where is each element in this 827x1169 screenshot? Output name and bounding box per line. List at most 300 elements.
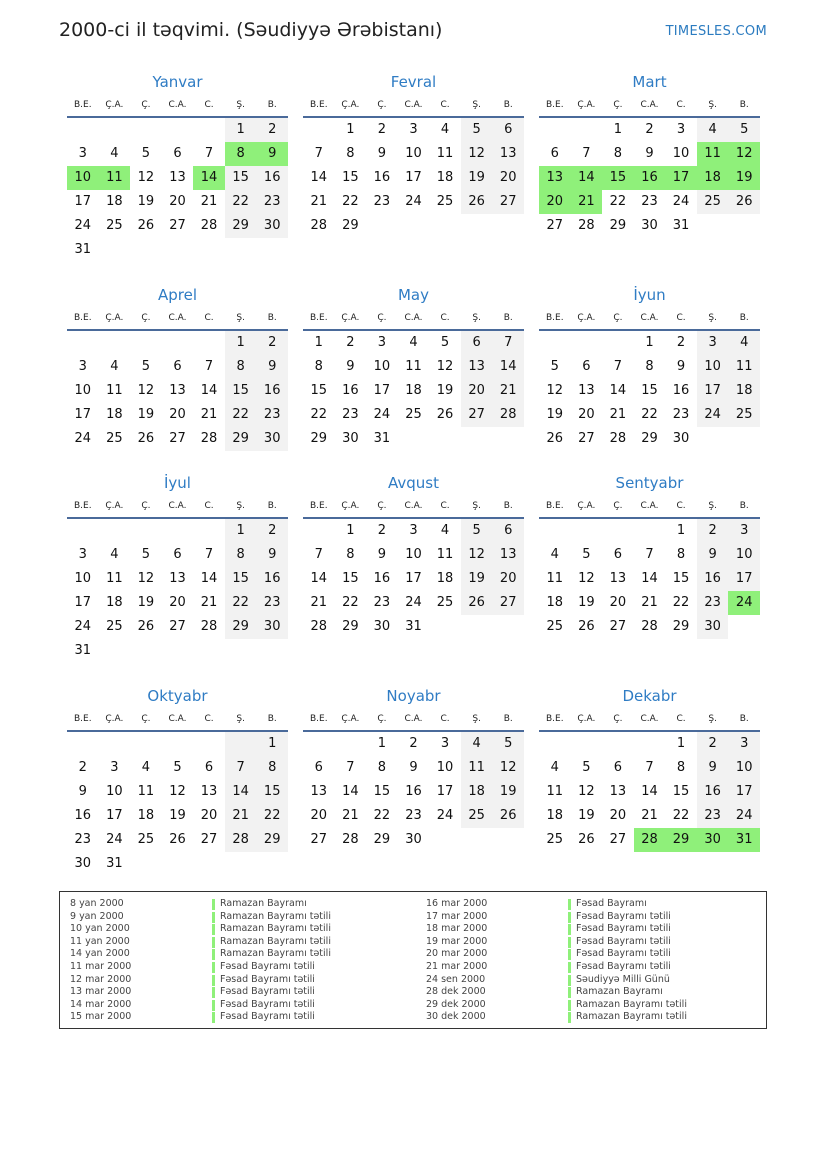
day-cell[interactable]: 2	[697, 519, 729, 543]
day-cell[interactable]: 6	[173, 146, 182, 161]
day-cell[interactable]: 26	[169, 832, 186, 847]
day-cell[interactable]: 4	[550, 547, 559, 562]
day-cell[interactable]: 23	[373, 194, 391, 209]
day-cell[interactable]: 7	[645, 760, 654, 775]
day-cell[interactable]: 16	[256, 166, 288, 190]
day-cell[interactable]: 28	[200, 218, 218, 233]
day-cell[interactable]: 16	[373, 170, 391, 185]
day-cell[interactable]: 26	[137, 218, 155, 233]
day-cell[interactable]: 13	[492, 142, 524, 166]
day-cell[interactable]: 16	[697, 567, 729, 591]
day-cell[interactable]: 3	[728, 732, 760, 756]
day-cell[interactable]: 23	[373, 595, 391, 610]
day-cell[interactable]: 27	[169, 619, 186, 634]
day-cell[interactable]: 15	[225, 379, 257, 403]
day-cell[interactable]: 6	[613, 760, 623, 775]
day-cell[interactable]: 27	[461, 403, 493, 427]
day-cell[interactable]: 12	[137, 383, 155, 398]
day-cell[interactable]: 25	[728, 403, 760, 427]
day-cell[interactable]: 22	[225, 190, 257, 214]
day-cell[interactable]: 14	[200, 383, 218, 398]
day-cell[interactable]: 19	[137, 194, 155, 209]
day-cell[interactable]: 14	[225, 780, 257, 804]
day-cell[interactable]: 18	[436, 571, 454, 586]
day-cell[interactable]: 15	[310, 383, 328, 398]
day-cell[interactable]: 10	[728, 543, 760, 567]
day-cell[interactable]: 17	[697, 379, 729, 403]
day-cell[interactable]: 21	[200, 194, 218, 209]
day-cell[interactable]: 25	[106, 431, 123, 446]
day-cell[interactable]: 19	[461, 567, 493, 591]
day-cell[interactable]: 30	[697, 828, 729, 852]
day-cell[interactable]: 26	[578, 832, 595, 847]
day-cell[interactable]: 3	[409, 523, 418, 538]
day-cell[interactable]: 7	[204, 547, 214, 562]
day-cell[interactable]: 23	[256, 591, 288, 615]
day-cell[interactable]: 31	[74, 242, 92, 257]
day-cell[interactable]: 28	[492, 403, 524, 427]
day-cell[interactable]: 24	[405, 595, 422, 610]
day-cell[interactable]: 28	[310, 619, 328, 634]
day-cell[interactable]: 11	[405, 359, 422, 374]
day-cell[interactable]: 6	[204, 760, 214, 775]
day-cell[interactable]: 22	[342, 194, 359, 209]
day-cell[interactable]: 8	[346, 547, 355, 562]
day-cell[interactable]: 11	[137, 784, 155, 799]
day-cell[interactable]: 14	[310, 571, 328, 586]
day-cell[interactable]: 9	[256, 142, 288, 166]
day-cell[interactable]: 23	[697, 591, 729, 615]
day-cell[interactable]: 28	[342, 832, 359, 847]
day-cell[interactable]: 20	[169, 194, 186, 209]
day-cell[interactable]: 16	[405, 784, 422, 799]
day-cell[interactable]: 14	[193, 166, 225, 190]
day-cell[interactable]: 6	[173, 359, 182, 374]
day-cell[interactable]: 22	[225, 591, 257, 615]
day-cell[interactable]: 9	[256, 543, 288, 567]
day-cell[interactable]: 26	[461, 190, 493, 214]
day-cell[interactable]: 21	[225, 804, 257, 828]
day-cell[interactable]: 22	[672, 808, 690, 823]
day-cell[interactable]: 1	[225, 118, 257, 142]
day-cell[interactable]: 20	[169, 407, 186, 422]
day-cell[interactable]: 1	[225, 519, 257, 543]
day-cell[interactable]: 11	[99, 166, 131, 190]
day-cell[interactable]: 9	[256, 355, 288, 379]
day-cell[interactable]: 19	[137, 595, 155, 610]
day-cell[interactable]: 10	[405, 547, 422, 562]
day-cell[interactable]: 16	[697, 780, 729, 804]
day-cell[interactable]: 28	[578, 218, 595, 233]
day-cell[interactable]: 20	[609, 595, 627, 610]
day-cell[interactable]: 29	[665, 828, 697, 852]
day-cell[interactable]: 31	[373, 431, 391, 446]
day-cell[interactable]: 6	[314, 760, 323, 775]
day-cell[interactable]: 14	[492, 355, 524, 379]
day-cell[interactable]: 2	[256, 519, 288, 543]
day-cell[interactable]: 21	[310, 595, 328, 610]
day-cell[interactable]: 24	[697, 403, 729, 427]
day-cell[interactable]: 28	[200, 619, 218, 634]
day-cell[interactable]: 26	[728, 190, 760, 214]
day-cell[interactable]: 19	[578, 808, 595, 823]
day-cell[interactable]: 4	[440, 122, 450, 137]
day-cell[interactable]: 18	[106, 194, 123, 209]
day-cell[interactable]: 17	[74, 595, 92, 610]
day-cell[interactable]: 4	[461, 732, 493, 756]
day-cell[interactable]: 28	[225, 828, 257, 852]
day-cell[interactable]: 12	[137, 571, 155, 586]
day-cell[interactable]: 18	[697, 166, 729, 190]
day-cell[interactable]: 2	[409, 736, 418, 751]
day-cell[interactable]: 24	[436, 808, 454, 823]
day-cell[interactable]: 10	[373, 359, 391, 374]
day-cell[interactable]: 12	[492, 756, 524, 780]
day-cell[interactable]: 7	[314, 547, 323, 562]
day-cell[interactable]: 23	[342, 407, 359, 422]
day-cell[interactable]: 15	[672, 784, 690, 799]
day-cell[interactable]: 10	[697, 355, 729, 379]
day-cell[interactable]: 30	[342, 431, 359, 446]
day-cell[interactable]: 24	[74, 218, 92, 233]
day-cell[interactable]: 9	[78, 784, 87, 799]
day-cell[interactable]: 10	[106, 784, 123, 799]
day-cell[interactable]: 7	[645, 547, 654, 562]
day-cell[interactable]: 17	[728, 567, 760, 591]
day-cell[interactable]: 29	[641, 431, 658, 446]
day-cell[interactable]: 5	[492, 732, 524, 756]
day-cell[interactable]: 27	[578, 431, 595, 446]
day-cell[interactable]: 10	[74, 571, 92, 586]
day-cell[interactable]: 24	[405, 194, 422, 209]
day-cell[interactable]: 7	[492, 331, 524, 355]
day-cell[interactable]: 30	[256, 615, 288, 639]
day-cell[interactable]: 29	[256, 828, 288, 852]
day-cell[interactable]: 21	[492, 379, 524, 403]
day-cell[interactable]: 7	[314, 146, 323, 161]
day-cell[interactable]: 7	[225, 756, 257, 780]
day-cell[interactable]: 20	[578, 407, 595, 422]
day-cell[interactable]: 27	[492, 190, 524, 214]
day-cell[interactable]: 8	[225, 355, 257, 379]
day-cell[interactable]: 17	[106, 808, 123, 823]
day-cell[interactable]: 2	[78, 760, 87, 775]
day-cell[interactable]: 9	[645, 146, 654, 161]
brand-link[interactable]: TIMESLES.COM	[665, 24, 767, 39]
day-cell[interactable]: 9	[377, 547, 387, 562]
day-cell[interactable]: 15	[672, 571, 690, 586]
day-cell[interactable]: 1	[377, 736, 387, 751]
day-cell[interactable]: 24	[373, 407, 391, 422]
day-cell[interactable]: 20	[200, 808, 218, 823]
day-cell[interactable]: 3	[697, 331, 729, 355]
day-cell[interactable]: 5	[461, 519, 493, 543]
day-cell[interactable]: 5	[461, 118, 493, 142]
day-cell[interactable]: 13	[169, 383, 186, 398]
day-cell[interactable]: 10	[67, 166, 99, 190]
day-cell[interactable]: 23	[405, 808, 422, 823]
day-cell[interactable]: 12	[461, 142, 493, 166]
day-cell[interactable]: 28	[310, 218, 328, 233]
day-cell[interactable]: 29	[672, 619, 690, 634]
day-cell[interactable]: 7	[204, 146, 214, 161]
day-cell[interactable]: 4	[141, 760, 151, 775]
day-cell[interactable]: 13	[169, 571, 186, 586]
day-cell[interactable]: 9	[346, 359, 355, 374]
day-cell[interactable]: 6	[582, 359, 591, 374]
day-cell[interactable]: 9	[697, 756, 729, 780]
day-cell[interactable]: 22	[342, 595, 359, 610]
day-cell[interactable]: 30	[672, 431, 690, 446]
day-cell[interactable]: 26	[137, 619, 155, 634]
day-cell[interactable]: 11	[461, 756, 493, 780]
day-cell[interactable]: 17	[74, 407, 92, 422]
day-cell[interactable]: 6	[550, 146, 559, 161]
day-cell[interactable]: 19	[137, 407, 155, 422]
day-cell[interactable]: 31	[405, 619, 422, 634]
day-cell[interactable]: 1	[613, 122, 623, 137]
day-cell[interactable]: 7	[204, 359, 214, 374]
day-cell[interactable]: 8	[676, 760, 686, 775]
day-cell[interactable]: 16	[256, 379, 288, 403]
day-cell[interactable]: 11	[697, 142, 729, 166]
day-cell[interactable]: 22	[225, 403, 257, 427]
day-cell[interactable]: 12	[169, 784, 186, 799]
day-cell[interactable]: 25	[106, 619, 123, 634]
day-cell[interactable]: 29	[342, 619, 359, 634]
day-cell[interactable]: 4	[728, 331, 760, 355]
day-cell[interactable]: 13	[310, 784, 328, 799]
day-cell[interactable]: 8	[256, 756, 288, 780]
day-cell[interactable]: 21	[310, 194, 328, 209]
day-cell[interactable]: 20	[492, 166, 524, 190]
day-cell[interactable]: 30	[256, 427, 288, 451]
day-cell[interactable]: 5	[141, 547, 151, 562]
day-cell[interactable]: 15	[373, 784, 391, 799]
day-cell[interactable]: 29	[225, 615, 257, 639]
day-cell[interactable]: 14	[571, 166, 603, 190]
day-cell[interactable]: 16	[256, 567, 288, 591]
day-cell[interactable]: 27	[609, 832, 627, 847]
day-cell[interactable]: 21	[342, 808, 359, 823]
day-cell[interactable]: 8	[377, 760, 387, 775]
day-cell[interactable]: 19	[546, 407, 564, 422]
day-cell[interactable]: 20	[609, 808, 627, 823]
day-cell[interactable]: 20	[539, 190, 571, 214]
day-cell[interactable]: 31	[74, 643, 92, 658]
day-cell[interactable]: 6	[613, 547, 623, 562]
day-cell[interactable]: 10	[728, 756, 760, 780]
day-cell[interactable]: 4	[110, 547, 119, 562]
day-cell[interactable]: 9	[676, 359, 686, 374]
day-cell[interactable]: 12	[578, 571, 595, 586]
day-cell[interactable]: 17	[405, 571, 422, 586]
day-cell[interactable]: 20	[310, 808, 328, 823]
day-cell[interactable]: 14	[200, 571, 218, 586]
day-cell[interactable]: 18	[436, 170, 454, 185]
day-cell[interactable]: 2	[346, 335, 355, 350]
day-cell[interactable]: 10	[405, 146, 422, 161]
day-cell[interactable]: 11	[436, 547, 454, 562]
day-cell[interactable]: 15	[641, 383, 658, 398]
day-cell[interactable]: 26	[461, 591, 493, 615]
day-cell[interactable]: 27	[200, 832, 218, 847]
day-cell[interactable]: 29	[225, 214, 257, 238]
day-cell[interactable]: 2	[256, 118, 288, 142]
day-cell[interactable]: 8	[225, 543, 257, 567]
day-cell[interactable]: 22	[641, 407, 658, 422]
day-cell[interactable]: 27	[546, 218, 564, 233]
day-cell[interactable]: 5	[173, 760, 182, 775]
day-cell[interactable]: 19	[436, 383, 454, 398]
day-cell[interactable]: 29	[225, 427, 257, 451]
day-cell[interactable]: 26	[137, 431, 155, 446]
day-cell[interactable]: 1	[645, 335, 654, 350]
day-cell[interactable]: 3	[440, 736, 450, 751]
day-cell[interactable]: 14	[641, 784, 658, 799]
day-cell[interactable]: 2	[377, 122, 387, 137]
day-cell[interactable]: 20	[169, 595, 186, 610]
day-cell[interactable]: 15	[225, 567, 257, 591]
day-cell[interactable]: 11	[106, 571, 123, 586]
day-cell[interactable]: 1	[676, 736, 686, 751]
day-cell[interactable]: 21	[641, 808, 658, 823]
day-cell[interactable]: 18	[461, 780, 493, 804]
day-cell[interactable]: 24	[672, 194, 690, 209]
day-cell[interactable]: 5	[440, 335, 450, 350]
day-cell[interactable]: 1	[676, 523, 686, 538]
day-cell[interactable]: 18	[137, 808, 155, 823]
day-cell[interactable]: 23	[256, 403, 288, 427]
day-cell[interactable]: 7	[582, 146, 591, 161]
day-cell[interactable]: 22	[672, 595, 690, 610]
day-cell[interactable]: 18	[106, 407, 123, 422]
day-cell[interactable]: 25	[106, 218, 123, 233]
day-cell[interactable]: 12	[546, 383, 564, 398]
day-cell[interactable]: 13	[609, 571, 627, 586]
day-cell[interactable]: 10	[436, 760, 454, 775]
day-cell[interactable]: 22	[310, 407, 328, 422]
day-cell[interactable]: 8	[613, 146, 623, 161]
day-cell[interactable]: 18	[546, 808, 564, 823]
day-cell[interactable]: 15	[225, 166, 257, 190]
day-cell[interactable]: 17	[436, 784, 454, 799]
day-cell[interactable]: 12	[436, 359, 454, 374]
day-cell[interactable]: 13	[492, 543, 524, 567]
day-cell[interactable]: 3	[377, 335, 387, 350]
day-cell[interactable]: 21	[200, 407, 218, 422]
day-cell[interactable]: 25	[697, 190, 729, 214]
day-cell[interactable]: 6	[492, 118, 524, 142]
day-cell[interactable]: 20	[492, 567, 524, 591]
day-cell[interactable]: 23	[74, 832, 92, 847]
day-cell[interactable]: 17	[728, 780, 760, 804]
day-cell[interactable]: 28	[641, 619, 658, 634]
day-cell[interactable]: 13	[461, 355, 493, 379]
day-cell[interactable]: 9	[377, 146, 387, 161]
day-cell[interactable]: 27	[609, 619, 627, 634]
day-cell[interactable]: 4	[110, 359, 119, 374]
day-cell[interactable]: 22	[256, 804, 288, 828]
day-cell[interactable]: 30	[641, 218, 658, 233]
day-cell[interactable]: 21	[641, 595, 658, 610]
day-cell[interactable]: 12	[461, 543, 493, 567]
day-cell[interactable]: 22	[373, 808, 391, 823]
day-cell[interactable]: 21	[571, 190, 603, 214]
day-cell[interactable]: 9	[409, 760, 418, 775]
day-cell[interactable]: 30	[697, 615, 729, 639]
day-cell[interactable]: 4	[409, 335, 418, 350]
day-cell[interactable]: 14	[342, 784, 359, 799]
day-cell[interactable]: 23	[256, 190, 288, 214]
day-cell[interactable]: 17	[373, 383, 391, 398]
day-cell[interactable]: 16	[634, 166, 666, 190]
day-cell[interactable]: 8	[676, 547, 686, 562]
day-cell[interactable]: 22	[609, 194, 627, 209]
day-cell[interactable]: 23	[641, 194, 658, 209]
day-cell[interactable]: 16	[672, 383, 690, 398]
day-cell[interactable]: 1	[346, 122, 355, 137]
day-cell[interactable]: 5	[728, 118, 760, 142]
day-cell[interactable]: 29	[310, 431, 328, 446]
day-cell[interactable]: 6	[492, 519, 524, 543]
day-cell[interactable]: 30	[74, 856, 92, 871]
day-cell[interactable]: 3	[728, 519, 760, 543]
day-cell[interactable]: 26	[546, 431, 564, 446]
day-cell[interactable]: 11	[728, 355, 760, 379]
day-cell[interactable]: 24	[728, 804, 760, 828]
day-cell[interactable]: 24	[74, 619, 92, 634]
day-cell[interactable]: 11	[106, 383, 123, 398]
day-cell[interactable]: 3	[409, 122, 418, 137]
day-cell[interactable]: 29	[609, 218, 627, 233]
day-cell[interactable]: 17	[74, 194, 92, 209]
day-cell[interactable]: 18	[405, 383, 422, 398]
day-cell[interactable]: 23	[672, 407, 690, 422]
day-cell[interactable]: 1	[256, 732, 288, 756]
day-cell[interactable]: 24	[74, 431, 92, 446]
day-cell[interactable]: 25	[461, 804, 493, 828]
day-cell[interactable]: 20	[461, 379, 493, 403]
day-cell[interactable]: 26	[578, 619, 595, 634]
day-cell[interactable]: 5	[582, 547, 591, 562]
day-cell[interactable]: 15	[602, 166, 634, 190]
day-cell[interactable]: 15	[342, 571, 359, 586]
day-cell[interactable]: 27	[169, 218, 186, 233]
day-cell[interactable]: 27	[492, 591, 524, 615]
day-cell[interactable]: 14	[609, 383, 627, 398]
day-cell[interactable]: 11	[436, 146, 454, 161]
day-cell[interactable]: 4	[550, 760, 559, 775]
day-cell[interactable]: 30	[373, 619, 391, 634]
day-cell[interactable]: 3	[78, 547, 87, 562]
day-cell[interactable]: 11	[546, 784, 564, 799]
day-cell[interactable]: 12	[578, 784, 595, 799]
day-cell[interactable]: 5	[141, 359, 151, 374]
day-cell[interactable]: 23	[697, 804, 729, 828]
day-cell[interactable]: 25	[137, 832, 155, 847]
day-cell[interactable]: 3	[78, 359, 87, 374]
day-cell[interactable]: 1	[314, 335, 323, 350]
day-cell[interactable]: 28	[609, 431, 627, 446]
day-cell[interactable]: 13	[200, 784, 218, 799]
day-cell[interactable]: 7	[346, 760, 355, 775]
day-cell[interactable]: 5	[582, 760, 591, 775]
day-cell[interactable]: 24	[106, 832, 123, 847]
day-cell[interactable]: 2	[676, 335, 686, 350]
day-cell[interactable]: 19	[169, 808, 186, 823]
day-cell[interactable]: 10	[74, 383, 92, 398]
